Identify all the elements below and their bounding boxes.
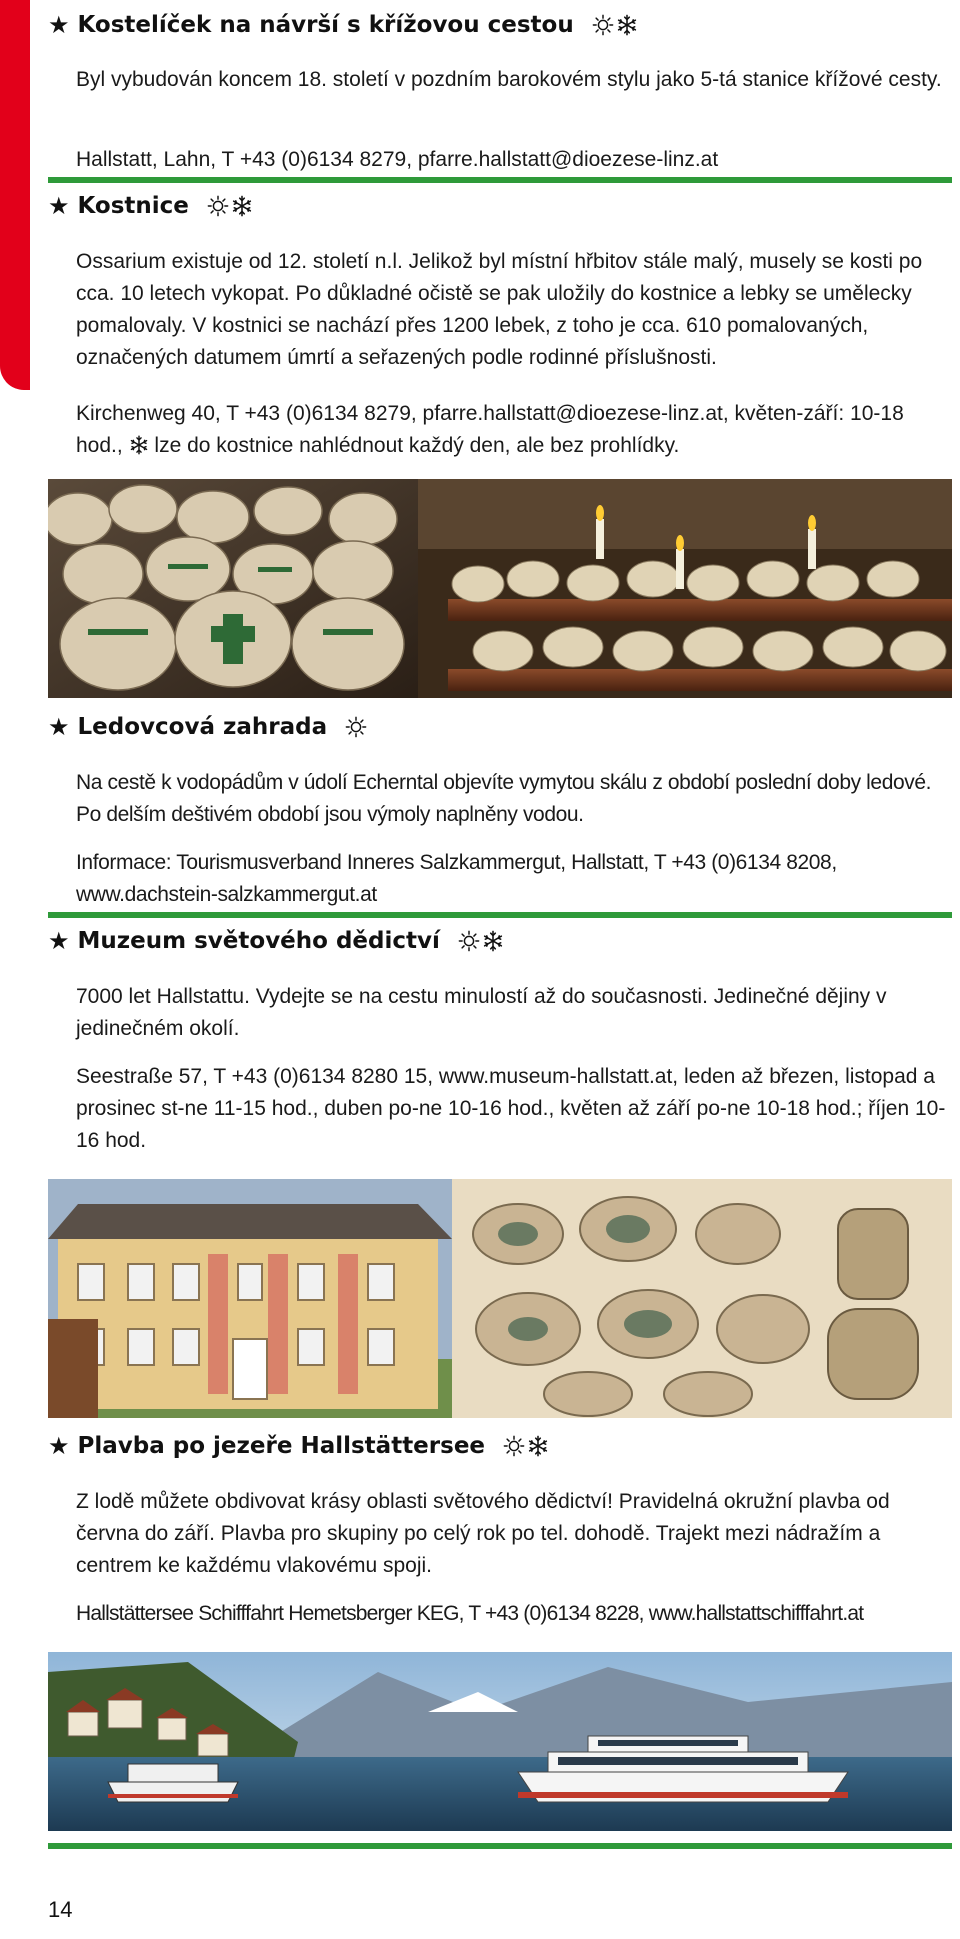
sun-icon bbox=[503, 1435, 525, 1457]
section-heading-boat-tour bbox=[48, 1433, 549, 1459]
star-icon: ★ bbox=[48, 927, 70, 955]
section-description: Byl vybudován koncem 18. století v pozdním barokovém stylu jako 5-tá stanice křížové cesty. bbox=[76, 68, 942, 91]
section-title: Muzeum světového dědictví bbox=[77, 928, 440, 954]
section-heading-ossuary bbox=[48, 193, 253, 219]
star-icon: ★ bbox=[48, 1432, 70, 1460]
section-title: Kostelíček na návrší s křížovou cestou bbox=[77, 12, 574, 38]
section-description: Na cestě k vodopádům v údolí Echerntal objevíte vymytou skálu z období poslední doby ledové. Po delším deštivém období jsou výmoly naplněny vodou. bbox=[76, 771, 932, 826]
season-icons bbox=[345, 716, 367, 738]
section-divider bbox=[48, 912, 952, 918]
season-icons bbox=[207, 195, 253, 217]
section-title: Kostnice bbox=[77, 193, 189, 219]
section-divider bbox=[48, 1843, 952, 1849]
section-divider bbox=[48, 177, 952, 183]
red-page-tab bbox=[0, 0, 30, 390]
snowflake-icon bbox=[482, 930, 504, 952]
ossuary-photo bbox=[48, 479, 952, 698]
season-icons bbox=[592, 14, 638, 36]
star-icon: ★ bbox=[48, 713, 70, 741]
section-description: Z lodě můžete obdivovat krásy oblasti světového dědictví! Pravidelná okružní plavba od června do září. Plavba pro skupiny po celý rok po tel. dohodě. Trajekt mezi nádražím a centrem ke každému vlakovému spoji. bbox=[76, 1490, 890, 1577]
section-description: Ossarium existuje od 12. století n.l. Jelikož byl místní hřbitov stále malý, musely se kosti po cca. 10 letech vykopat. Po důkladné očistě se pak uložily do kostnice a lebky se umělecky pomalovaly. V kostnici se nachází přes 1200 lebek, z toho je cca. 610 pomalovaných, označených datumem úmrtí a seřazených podle rodinné příslušnosti. bbox=[76, 250, 923, 369]
section-title: Plavba po jezeře Hallstättersee bbox=[77, 1433, 486, 1459]
season-icons bbox=[503, 1435, 549, 1457]
snowflake-icon bbox=[129, 435, 149, 455]
section-contact: Hallstatt, Lahn, T +43 (0)6134 8279, pfarre.hallstatt@dioezese-linz.at bbox=[76, 148, 719, 171]
snowflake-icon bbox=[231, 195, 253, 217]
star-icon: ★ bbox=[48, 11, 70, 39]
section-heading-museum bbox=[48, 928, 504, 954]
snowflake-icon bbox=[616, 14, 638, 36]
sun-icon bbox=[345, 716, 367, 738]
section-title: Ledovcová zahrada bbox=[77, 714, 328, 740]
section-contact: Informace: Tourismusverband Inneres Salzkammergut, Hallstatt, T +43 (0)6134 8208, www.dachstein-salzkammergut.at bbox=[76, 851, 837, 906]
boat-photo bbox=[48, 1652, 952, 1831]
section-contact bbox=[76, 398, 952, 462]
contact-text: lze do kostnice nahlédnout každý den, ale bez prohlídky. bbox=[154, 434, 680, 457]
section-contact: Seestraße 57, T +43 (0)6134 8280 15, www.museum-hallstatt.at, leden až březen, listopad a prosinec st-ne 11-15 hod., duben po-ne 10-16 hod., květen až září po-ne 10-18 hod.; říjen 10-16 hod. bbox=[76, 1065, 946, 1152]
section-heading-glacier-garden bbox=[48, 714, 367, 740]
snowflake-icon bbox=[527, 1435, 549, 1457]
section-contact: Hallstättersee Schifffahrt Hemetsberger KEG, T +43 (0)6134 8228, www.hallstattschifffahrt.at bbox=[76, 1602, 864, 1625]
page-number: 14 bbox=[48, 1897, 73, 1922]
contact-text: Kirchenweg 40, T +43 (0)6134 8279, pfarre.hallstatt@dioezese-linz.at, květen-září: 10-18 hod., bbox=[76, 402, 904, 457]
section-description: 7000 let Hallstattu. Vydejte se na cestu minulostí až do současnosti. Jedinečné dějiny v jedinečném okolí. bbox=[76, 985, 887, 1040]
sun-icon bbox=[458, 930, 480, 952]
season-icons bbox=[458, 930, 504, 952]
sun-icon bbox=[207, 195, 229, 217]
museum-photo bbox=[48, 1179, 952, 1418]
sun-icon bbox=[592, 14, 614, 36]
section-heading-chapel bbox=[48, 12, 638, 38]
star-icon: ★ bbox=[48, 192, 70, 220]
